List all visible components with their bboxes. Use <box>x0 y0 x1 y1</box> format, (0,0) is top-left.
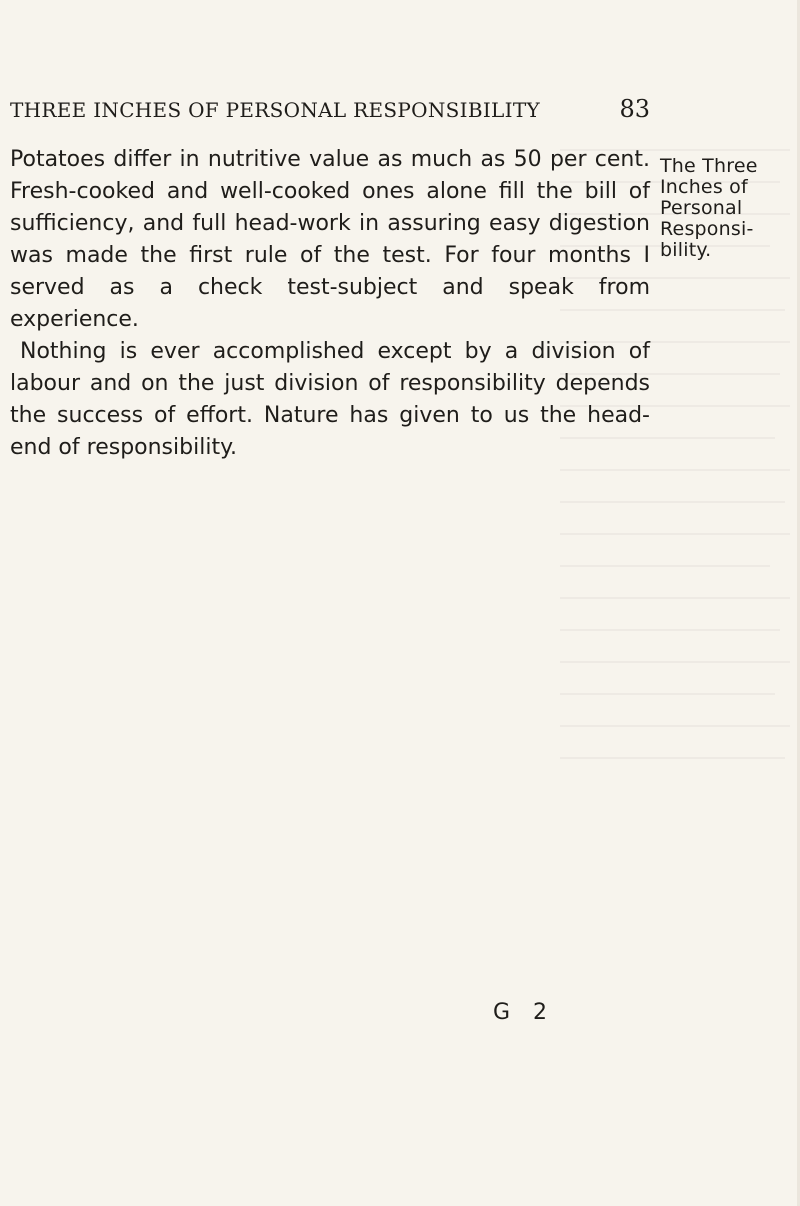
page-number: 83 <box>619 95 650 123</box>
chapter-title: THREE INCHES OF PERSONAL RESPONSIBILITY <box>10 98 540 122</box>
margin-note-line: Personal <box>660 197 743 219</box>
paragraph-1: Potatoes differ in nutritive value as much as 50 per cent. Fresh-cooked and well-cooked ones alone fill the bill of sufficiency, and full head-work in assuring easy digestion was made the first rule of the test. For four months I served as a check test-subject and speak from experience. <box>10 147 650 332</box>
signature-mark: G 2 <box>493 1000 556 1025</box>
margin-note-line: The Three <box>660 155 758 177</box>
margin-note-line: Responsi- <box>660 218 754 240</box>
margin-note-line: Inches of <box>660 176 748 198</box>
margin-note-line: bility. <box>660 239 712 261</box>
show-through-texture <box>540 110 800 830</box>
paragraph-2: Nothing is ever accomplished except by a division of labour and on the just division of responsibility depends the success of effort. Nature has given to us the head-end of responsibility. <box>10 339 650 460</box>
